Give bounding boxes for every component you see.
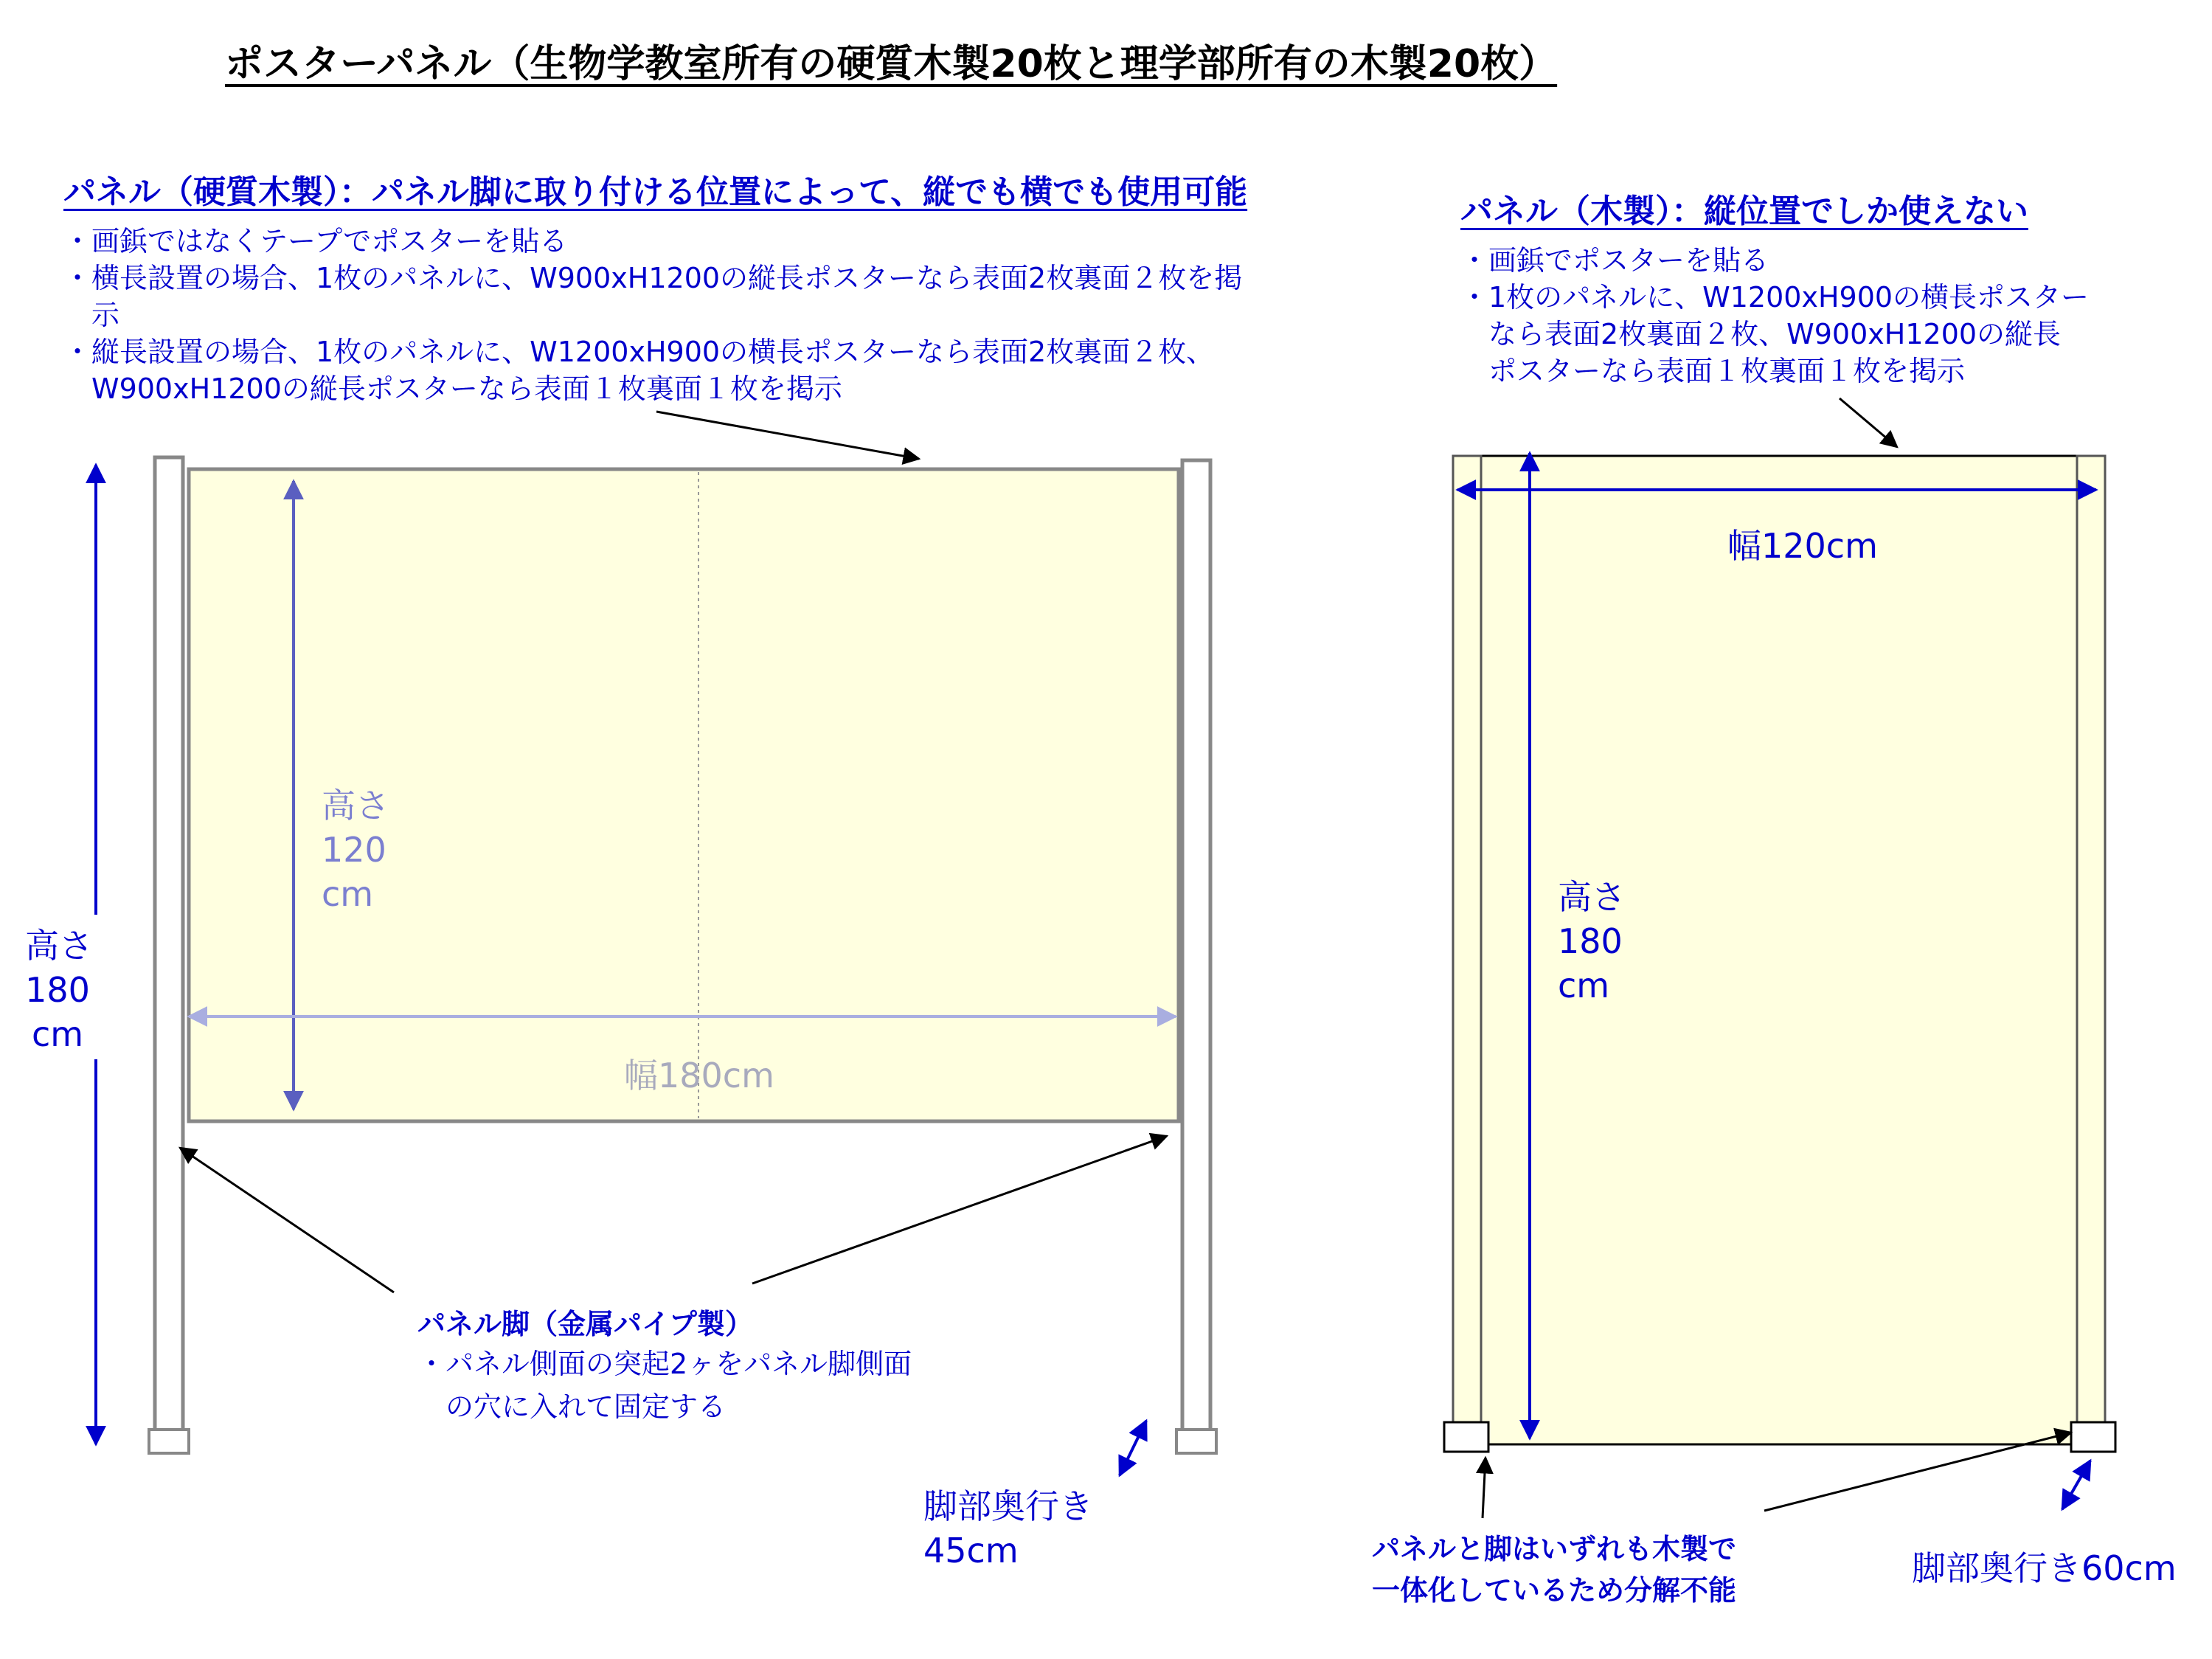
right-height-label	[1558, 875, 1626, 1008]
right-note-4: ポスターなら表面１枚裏面１枚を掲示	[1460, 355, 1966, 387]
right-depth-arrow	[2062, 1461, 2090, 1509]
right-bottom-note-1: パネルと脚はいずれも木製で	[1372, 1533, 1737, 1565]
right-notes-pointer	[1840, 398, 1897, 447]
left-notes-pointer	[656, 412, 919, 459]
left-depth-arrow	[1120, 1421, 1146, 1475]
right-width-label: 幅120cm	[1727, 526, 1878, 566]
left-total-height-value: 180	[25, 970, 90, 1010]
left-note-2: ・横長設置の場合、1枚のパネルに、W900xH1200の縦長ポスターなら表面2枚裏面２枚を掲	[63, 262, 1243, 294]
left-note-1: ・画鋲ではなくテープでポスターを貼る	[63, 225, 568, 257]
right-bottom-note	[1372, 1528, 1736, 1611]
left-note-3: 示	[63, 299, 120, 331]
right-panel-heading: パネル（木製）：縦位置でしか使えない	[1460, 193, 2028, 230]
right-note-3: なら表面2枚裏面２枚、W900xH1200の縦長	[1460, 318, 2062, 350]
left-depth-word: 脚部奥行き	[923, 1486, 1093, 1526]
legs-note-1: ・パネル側面の突起2ヶをパネル脚側面	[417, 1348, 912, 1380]
left-total-height-unit: cm	[31, 1014, 84, 1054]
right-panel-drawing	[1444, 398, 2115, 1518]
right-height-word: 高さ	[1558, 877, 1626, 917]
left-leg-left	[155, 457, 183, 1431]
legs-note	[417, 1306, 912, 1428]
right-depth-label: 脚部奥行き60cm	[1912, 1548, 2177, 1588]
left-panel-height-word: 高さ	[322, 786, 389, 825]
legs-note-2: の穴に入れて固定する	[417, 1390, 727, 1423]
left-note-4: ・縦長設置の場合、1枚のパネルに、W1200xH900の横長ポスターなら表面2枚裏面２枚、	[63, 336, 1215, 368]
left-width-label: 幅180cm	[624, 1056, 774, 1095]
left-depth-label	[923, 1484, 1093, 1573]
right-feet-pointer-left	[1483, 1458, 1485, 1518]
left-foot-left	[149, 1430, 189, 1453]
right-foot-right	[2071, 1422, 2115, 1452]
legs-heading: パネル脚（金属パイプ製）	[417, 1308, 753, 1340]
left-note-5: W900xH1200の縦長ポスターなら表面１枚裏面１枚を掲示	[63, 373, 842, 405]
left-panel-height-value: 120	[322, 830, 386, 870]
left-depth-value: 45cm	[923, 1531, 1019, 1570]
left-panel-height-unit: cm	[322, 874, 374, 914]
left-total-height-label	[25, 924, 93, 1056]
right-height-value: 180	[1558, 921, 1623, 961]
left-panel-height-label	[322, 783, 389, 916]
right-note-2: ・1枚のパネルに、W1200xH900の横長ポスター	[1460, 281, 2090, 314]
left-foot-right	[1176, 1430, 1216, 1453]
legs-pointer-left	[180, 1148, 394, 1292]
right-foot-left	[1444, 1422, 1488, 1452]
page-title: ポスターパネル（生物学教室所有の硬質木製20枚と理学部所有の木製20枚）	[225, 42, 1558, 86]
right-note-1: ・画鋲でポスターを貼る	[1460, 244, 1769, 277]
left-total-height-word: 高さ	[25, 926, 93, 966]
left-panel-heading: パネル（硬質木製）：パネル脚に取り付ける位置によって、縦でも横でも使用可能	[63, 173, 1248, 211]
right-panel-board	[1453, 456, 2105, 1444]
left-leg-right	[1182, 460, 1210, 1431]
right-bottom-note-2: 一体化しているため分解不能	[1372, 1574, 1737, 1607]
right-height-unit: cm	[1558, 966, 1610, 1005]
legs-pointer-right	[752, 1136, 1167, 1284]
